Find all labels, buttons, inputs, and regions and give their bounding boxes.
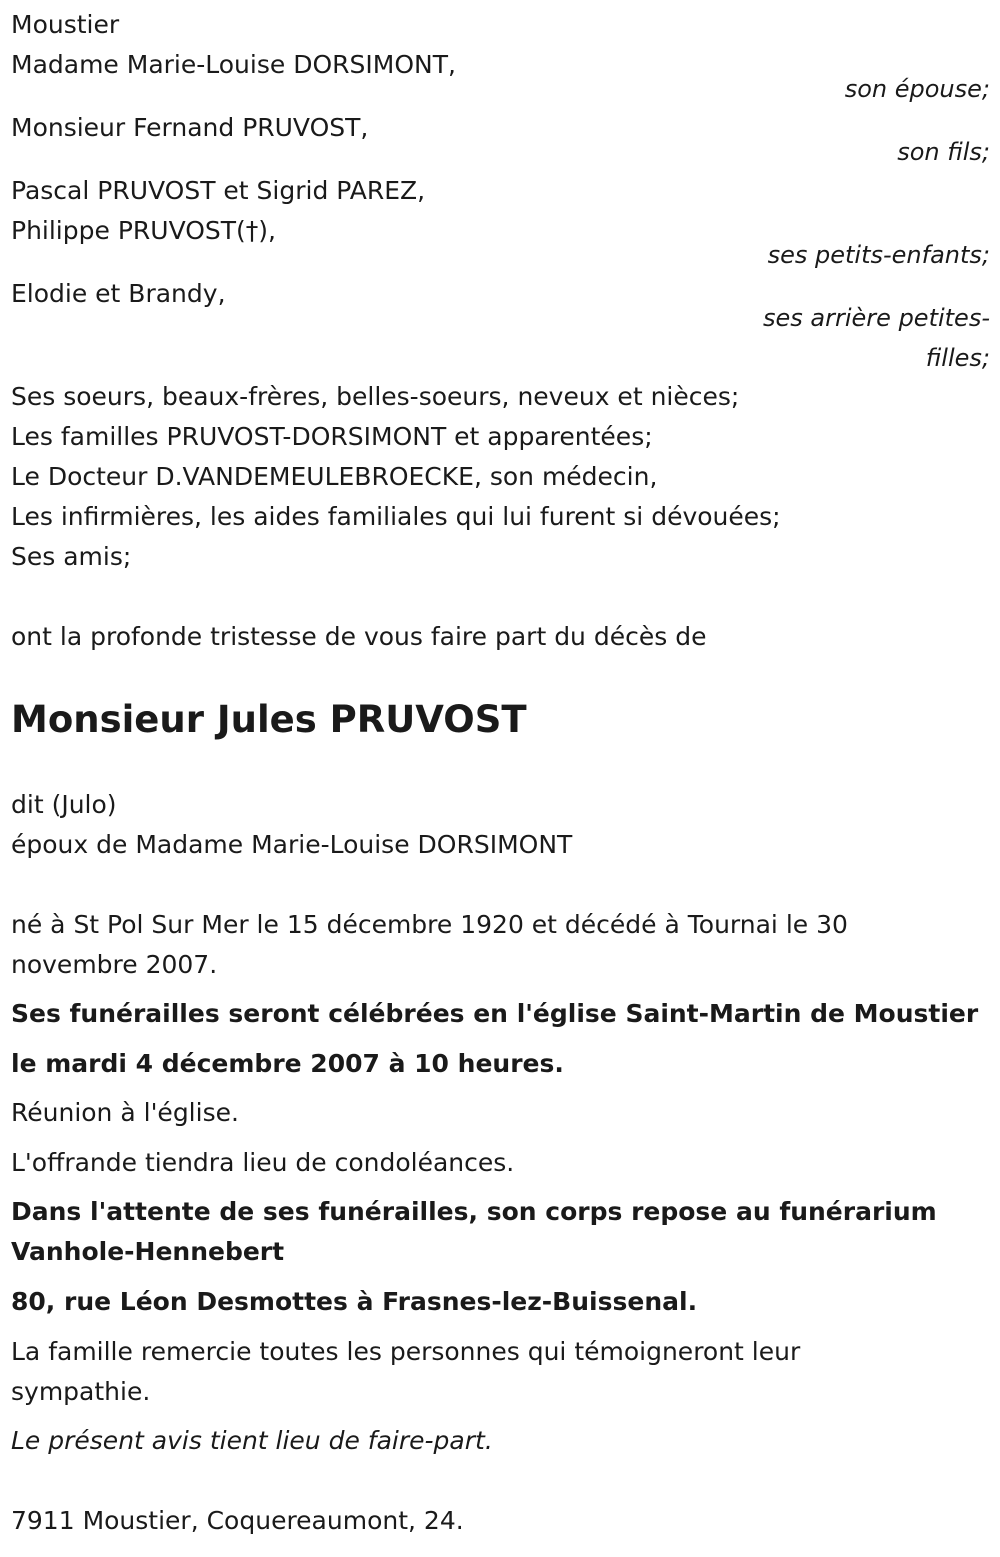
rest-line-1: Dans l'attente de ses funérailles, son corps repose au funérarium xyxy=(11,1197,937,1226)
great-grandchildren-role-1: ses arrière petites- xyxy=(763,304,990,332)
birth-death-line-2: novembre 2007. xyxy=(11,950,218,979)
deceased-name: Monsieur Jules PRUVOST xyxy=(11,698,527,741)
spouse-role: son épouse; xyxy=(844,75,990,103)
others-line-3: Le Docteur D.VANDEMEULEBROECKE, son médecin, xyxy=(11,462,658,491)
son-role: son fils; xyxy=(897,138,990,166)
thanks-line-1: La famille remercie toutes les personnes qui témoigneront leur xyxy=(11,1337,801,1366)
others-line-1: Ses soeurs, beaux-frères, belles-soeurs, neveux et nièces; xyxy=(11,382,740,411)
son-name: Monsieur Fernand PRUVOST, xyxy=(11,113,369,142)
others-line-5: Ses amis; xyxy=(11,542,132,571)
announcement-intro: ont la profonde tristesse de vous faire part du décès de xyxy=(11,622,707,651)
spouse-name: Madame Marie-Louise DORSIMONT, xyxy=(11,50,456,79)
others-line-4: Les infirmières, les aides familiales qui lui furent si dévouées; xyxy=(11,502,781,531)
great-grandchildren: Elodie et Brandy, xyxy=(11,279,226,308)
birth-death-line-1: né à St Pol Sur Mer le 15 décembre 1920 et décédé à Tournai le 30 xyxy=(11,910,848,939)
notice: Le présent avis tient lieu de faire-part. xyxy=(11,1426,493,1455)
meeting-info: Réunion à l'église. xyxy=(11,1098,239,1127)
great-grandchildren-role-2: filles; xyxy=(925,344,990,372)
rest-line-2: Vanhole-Hennebert xyxy=(11,1237,285,1266)
place-heading: Moustier xyxy=(11,10,120,39)
grandchildren-role: ses petits-enfants; xyxy=(767,241,990,269)
grandchild-2: Philippe PRUVOST(†), xyxy=(11,216,277,245)
spouse-of: époux de Madame Marie-Louise DORSIMONT xyxy=(11,830,573,859)
funeral-line-1: Ses funérailles seront célébrées en l'église Saint-Martin de Moustier xyxy=(11,999,979,1028)
grandchild-1: Pascal PRUVOST et Sigrid PAREZ, xyxy=(11,176,426,205)
address: 7911 Moustier, Coquereaumont, 24. xyxy=(11,1506,464,1535)
others-line-2: Les familles PRUVOST-DORSIMONT et apparentées; xyxy=(11,422,653,451)
funeral-line-2: le mardi 4 décembre 2007 à 10 heures. xyxy=(11,1049,564,1078)
thanks-line-2: sympathie. xyxy=(11,1377,151,1406)
rest-address: 80, rue Léon Desmottes à Frasnes-lez-Buissenal. xyxy=(11,1287,698,1316)
nickname: dit (Julo) xyxy=(11,790,117,819)
offering-info: L'offrande tiendra lieu de condoléances. xyxy=(11,1148,515,1177)
